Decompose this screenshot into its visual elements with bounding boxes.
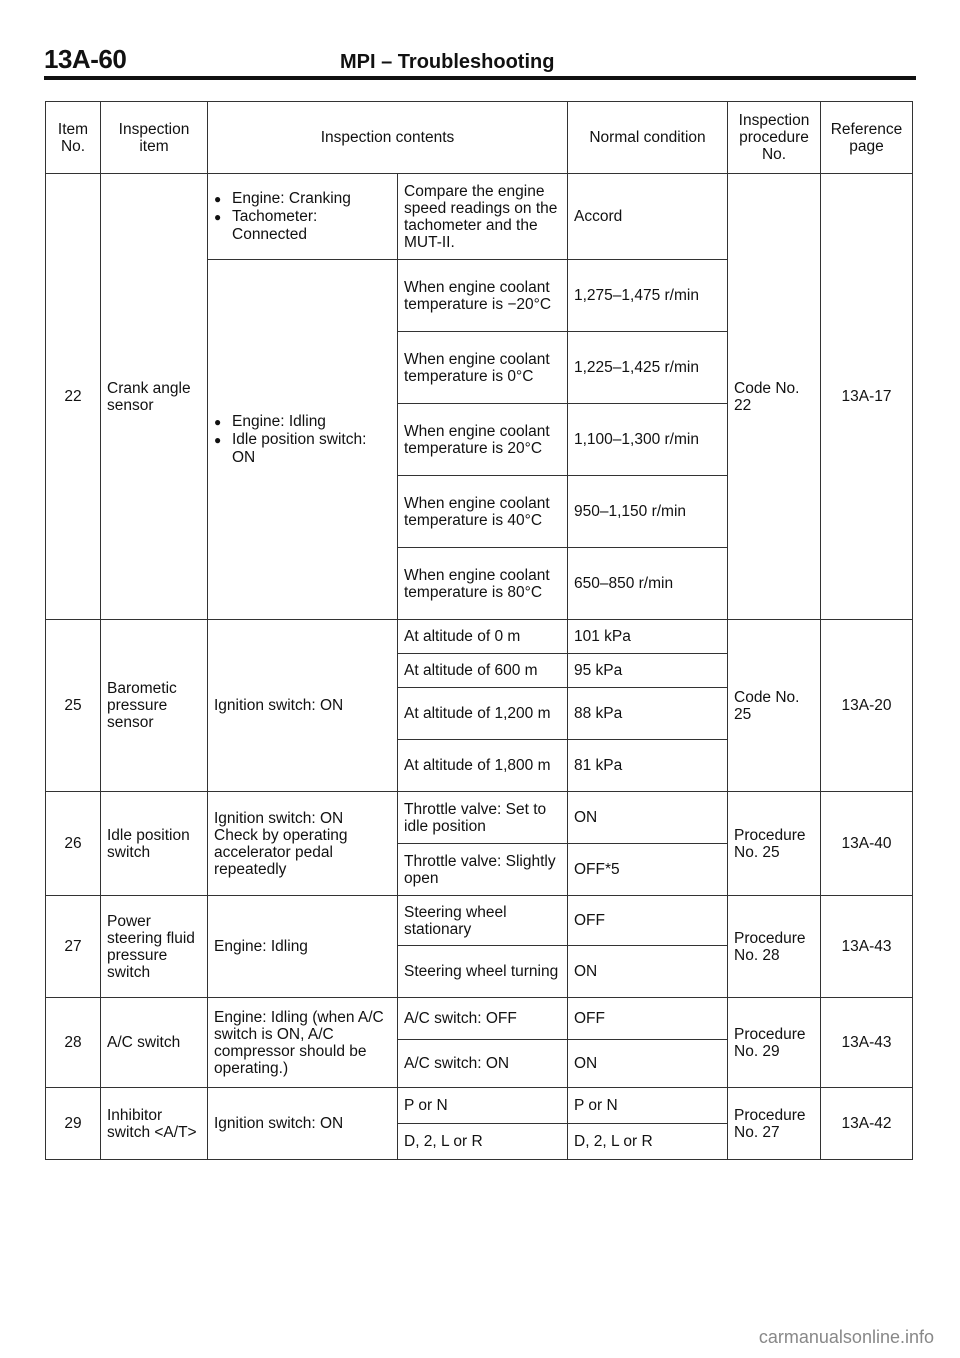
col-header-item-no: Item No. [46, 102, 101, 174]
inspection-item: Idle position switch [101, 792, 208, 896]
inspection-condition: Ignition switch: ON [208, 1088, 398, 1160]
normal-condition: ON [568, 792, 728, 844]
header-row [46, 102, 913, 174]
header-rule [44, 76, 916, 80]
inspection-condition: Ignition switch: ON [208, 620, 398, 792]
procedure-no: Code No. 22 [728, 174, 821, 620]
normal-condition: 1,100–1,300 r/min [568, 404, 728, 476]
normal-condition: 101 kPa [568, 620, 728, 654]
condition-bullet: ● Engine: Cranking [214, 190, 391, 208]
page-number: 13A-60 [44, 44, 127, 74]
procedure-no: Procedure No. 27 [728, 1088, 821, 1160]
inspection-condition [208, 174, 398, 260]
procedure-no: Procedure No. 28 [728, 896, 821, 998]
item-no: 28 [46, 998, 101, 1088]
inspection-condition: Engine: Idling (when A/C switch is ON, A/C compressor should be operating.) [208, 998, 398, 1088]
reference-page: 13A-40 [821, 792, 913, 896]
inspection-contents: D, 2, L or R [398, 1124, 568, 1160]
inspection-contents: A/C switch: ON [398, 1040, 568, 1088]
condition-bullet: ● Tachometer: Connected [214, 208, 391, 243]
inspection-item: Crank angle sensor [101, 174, 208, 620]
inspection-contents: When engine coolant temperature is 80°C [398, 548, 568, 620]
inspection-item: Barometic pressure sensor [101, 620, 208, 792]
reference-page: 13A-43 [821, 998, 913, 1088]
inspection-condition [208, 260, 398, 620]
item-no: 29 [46, 1088, 101, 1160]
normal-condition: OFF [568, 896, 728, 946]
troubleshooting-table [45, 101, 913, 1160]
condition-bullet: ● Engine: Idling [214, 413, 391, 431]
procedure-no: Procedure No. 29 [728, 998, 821, 1088]
inspection-condition: Ignition switch: ON Check by operating accelerator pedal repeatedly [208, 792, 398, 896]
reference-page: 13A-43 [821, 896, 913, 998]
normal-condition: ON [568, 1040, 728, 1088]
normal-condition: OFF [568, 998, 728, 1040]
inspection-condition: Engine: Idling [208, 896, 398, 998]
normal-condition: OFF*5 [568, 844, 728, 896]
reference-page: 13A-42 [821, 1088, 913, 1160]
item-no: 25 [46, 620, 101, 792]
inspection-item: A/C switch [101, 998, 208, 1088]
inspection-contents: When engine coolant temperature is 0°C [398, 332, 568, 404]
normal-condition: ON [568, 946, 728, 998]
item-no: 26 [46, 792, 101, 896]
watermark: carmanualsonline.info [758, 1327, 934, 1347]
normal-condition: Accord [568, 174, 728, 260]
item-no: 22 [46, 174, 101, 620]
inspection-contents: Steering wheel stationary [398, 896, 568, 946]
normal-condition: 650–850 r/min [568, 548, 728, 620]
inspection-contents: At altitude of 0 m [398, 620, 568, 654]
normal-condition: 95 kPa [568, 654, 728, 688]
table-row [46, 1088, 913, 1124]
inspection-contents: P or N [398, 1088, 568, 1124]
inspection-contents: At altitude of 1,800 m [398, 740, 568, 792]
procedure-no: Procedure No. 25 [728, 792, 821, 896]
col-header-procedure-no: Inspection procedure No. [728, 102, 821, 174]
procedure-no: Code No. 25 [728, 620, 821, 792]
normal-condition: 88 kPa [568, 688, 728, 740]
inspection-contents: At altitude of 600 m [398, 654, 568, 688]
reference-page: 13A-17 [821, 174, 913, 620]
inspection-contents: Compare the engine speed readings on the tachometer and the MUT-II. [398, 174, 568, 260]
inspection-contents: A/C switch: OFF [398, 998, 568, 1040]
inspection-contents: At altitude of 1,200 m [398, 688, 568, 740]
inspection-contents: Throttle valve: Set to idle position [398, 792, 568, 844]
col-header-inspection-contents: Inspection contents [208, 102, 568, 174]
normal-condition: D, 2, L or R [568, 1124, 728, 1160]
inspection-contents: When engine coolant temperature is 40°C [398, 476, 568, 548]
inspection-item: Inhibitor switch <A/T> [101, 1088, 208, 1160]
item-no: 27 [46, 896, 101, 998]
reference-page: 13A-20 [821, 620, 913, 792]
page-header [44, 44, 916, 74]
col-header-reference-page: Reference page [821, 102, 913, 174]
inspection-contents: When engine coolant temperature is 20°C [398, 404, 568, 476]
table-row [46, 792, 913, 844]
col-header-normal-condition: Normal condition [568, 102, 728, 174]
normal-condition: 1,225–1,425 r/min [568, 332, 728, 404]
inspection-contents: Steering wheel turning [398, 946, 568, 998]
normal-condition: P or N [568, 1088, 728, 1124]
table-row [46, 998, 913, 1040]
condition-bullet: ● Idle position switch: ON [214, 431, 391, 466]
inspection-contents: When engine coolant temperature is −20°C [398, 260, 568, 332]
table-row [46, 620, 913, 654]
inspection-item: Power steering fluid pressure switch [101, 896, 208, 998]
normal-condition: 81 kPa [568, 740, 728, 792]
normal-condition: 950–1,150 r/min [568, 476, 728, 548]
inspection-contents: Throttle valve: Slightly open [398, 844, 568, 896]
page-title: MPI – Troubleshooting [340, 51, 555, 73]
table-row [46, 896, 913, 946]
table-row [46, 174, 913, 260]
col-header-inspection-item: Inspection item [101, 102, 208, 174]
normal-condition: 1,275–1,475 r/min [568, 260, 728, 332]
